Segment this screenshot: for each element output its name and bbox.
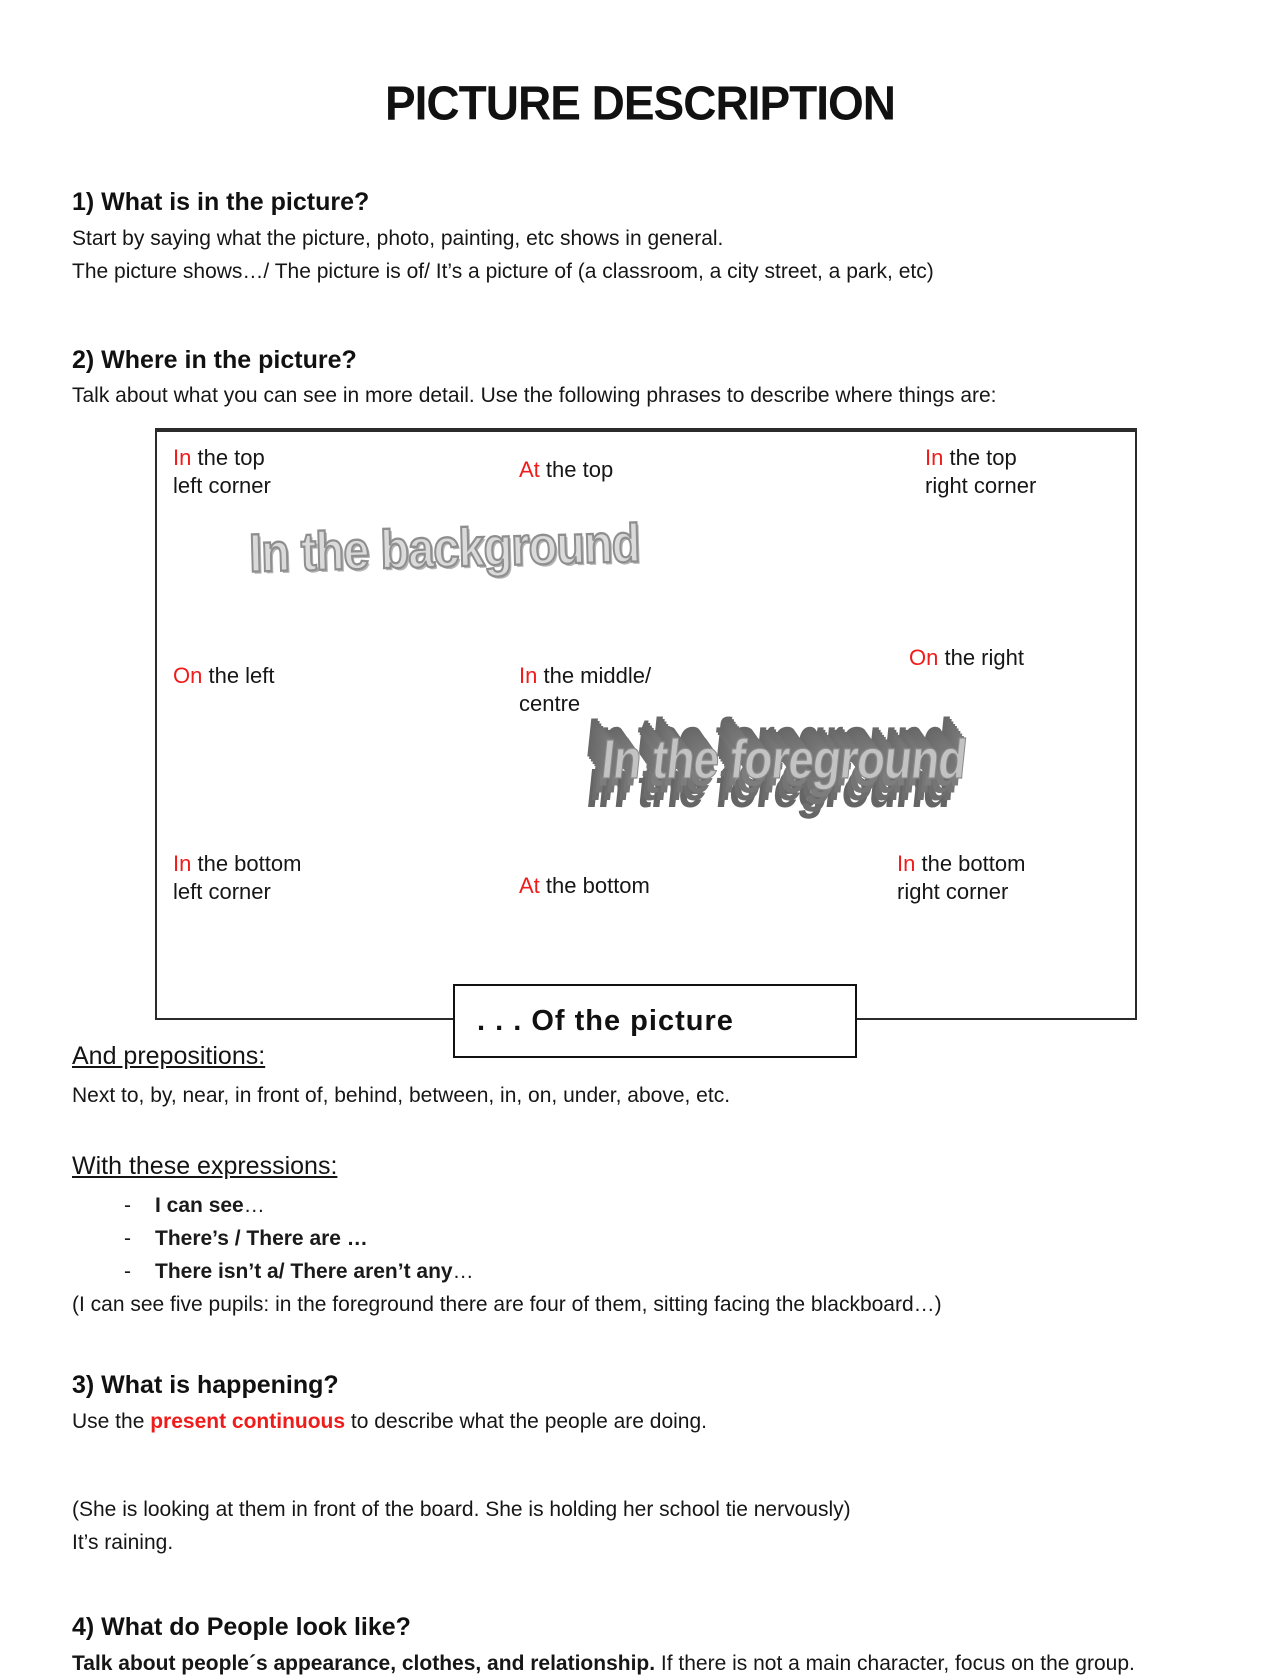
of-the-picture-label: . . . Of the picture [477, 1004, 734, 1037]
section1-heading: 1) What is in the picture? [72, 188, 370, 216]
pos-bottom-left-corner: In the bottom left corner [173, 851, 302, 904]
pos-at-the-top: At the top [519, 457, 614, 482]
section3-line1: Use the present continuous to describe what the people are doing. [72, 1410, 707, 1433]
pos-middle-preposition: In [519, 663, 538, 688]
pos-on-the-right: On the right [909, 645, 1024, 670]
wordart-in-the-foreground: In the foreground [598, 727, 970, 791]
pos-top-right-preposition: In [925, 445, 944, 470]
of-the-picture-box [453, 984, 857, 1058]
expression-item: - There isn’t a/ There aren’t any… [72, 1255, 1216, 1288]
list-dash: - [124, 1227, 131, 1250]
section2-heading: 2) Where in the picture? [72, 346, 357, 374]
pos-bottom-left-preposition: In [173, 851, 192, 876]
pos-bottom-right-corner: In the bottom right corner [897, 851, 1026, 904]
section2-intro: Talk about what you can see in more detail. Use the following phrases to describe where things are: [72, 384, 997, 407]
expression-item: - I can see… [72, 1189, 1216, 1222]
list-dash: - [124, 1260, 131, 1283]
expression-item: - There’s / There are … [72, 1222, 1216, 1255]
prepositions-line: Next to, by, near, in front of, behind, between, in, on, under, above, etc. [72, 1084, 731, 1107]
pos-at-the-bottom: At the bottom [519, 873, 650, 898]
section1-line2: The picture shows…/ The picture is of/ It’s a picture of (a classroom, a city street, a park, etc) [72, 260, 934, 283]
pos-in-the-middle: In the middle/ centre [519, 663, 652, 716]
pos-top-left-corner: In the top left corner [173, 445, 271, 498]
section3-line3: It’s raining. [72, 1531, 174, 1554]
pos-on-the-left: On the left [173, 663, 275, 688]
section4-heading: 4) What do People look like? [72, 1613, 411, 1641]
pos-bottom-preposition: At [519, 873, 540, 898]
prepositions-heading: And prepositions: [72, 1042, 266, 1070]
wordart-in-the-background: In the background [248, 511, 641, 584]
present-continuous-highlight: present continuous [150, 1410, 346, 1433]
page-title: PICTURE DESCRIPTION [384, 75, 896, 131]
positions-diagram-box [155, 428, 1137, 1037]
pos-right-preposition: On [909, 645, 939, 670]
section3-line2: (She is looking at them in front of the board. She is holding her school tie nervously) [72, 1498, 851, 1521]
pos-bottom-right-preposition: In [897, 851, 916, 876]
section1-line1: Start by saying what the picture, photo, painting, etc shows in general. [72, 227, 724, 250]
pos-top-preposition: At [519, 457, 540, 482]
pos-top-left-preposition: In [173, 445, 192, 470]
expressions-example: (I can see five pupils: in the foreground there are four of them, sitting facing the blackboard…) [72, 1293, 942, 1316]
pos-left-preposition: On [173, 663, 203, 688]
section3-heading: 3) What is happening? [72, 1371, 339, 1399]
pos-top-right-corner: In the top right corner [925, 445, 1037, 498]
section4-paragraph: Talk about people´s appearance, clothes, and relationship. If there is not a main character, focus on the group. [72, 1652, 1135, 1675]
expressions-heading: With these expressions: [72, 1152, 338, 1180]
expressions-list [72, 1189, 1216, 1288]
list-dash: - [124, 1194, 131, 1217]
